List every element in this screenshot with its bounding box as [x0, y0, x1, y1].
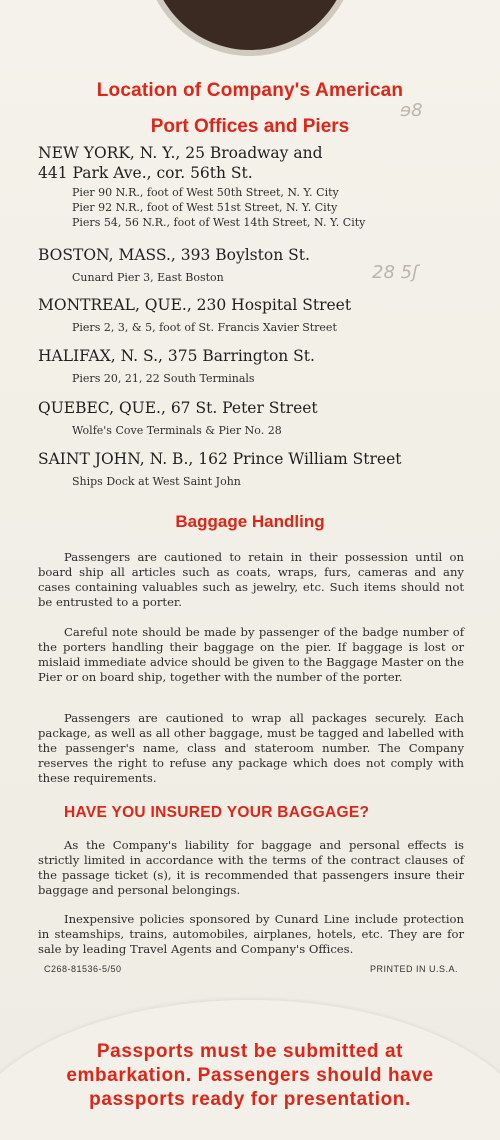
office-montreal: [38, 296, 480, 335]
office-quebec: [38, 399, 480, 438]
passport-notice-line: passports ready for presentation.: [89, 1089, 411, 1110]
office-new-york: [38, 144, 480, 230]
insurance-paragraph: As the Company's liability for baggage and personal effects is strictly limited in accordance with the terms of the contract clauses of the passage ticket (s), it is recommended that passengers insure their baggage and personal belongings.: [38, 838, 464, 897]
heading-baggage-handling: Baggage Handling: [175, 512, 325, 531]
heading-location: Location of Company's American: [96, 80, 404, 101]
pier-line: Wolfe's Cove Terminals & Pier No. 28: [72, 424, 282, 437]
baggage-paragraph: Passengers are cautioned to wrap all packages securely. Each package, as well as all other baggage, must be tagged and labelled with the passenger's name, class and stateroom number. The Company reserves the right to refuse any package which does not comply with these requirements.: [38, 711, 464, 785]
form-code: C268-81536-5/50: [44, 964, 122, 974]
heading-insurance: HAVE YOU INSURED YOUR BAGGAGE?: [64, 804, 370, 821]
office-city: HALIFAX, N. S., 375 Barrington St.: [38, 347, 315, 365]
passport-notice-line: Passports must be submitted at: [96, 1041, 404, 1062]
office-city: MONTREAL, QUE., 230 Hospital Street: [38, 296, 352, 314]
office-halifax: [38, 347, 480, 386]
office-city: BOSTON, MASS., 393 Boylston St.: [38, 246, 310, 264]
baggage-paragraph: Careful note should be made by passenger of the badge number of the porters handling their baggage on the pier. If baggage is lost or mislaid immediate advice should be given to the Baggage Master on the Pier or on board ship, together with the number of the porter.: [38, 625, 464, 684]
pier-line: Piers 54, 56 N.R., foot of West 14th Street, N. Y. City: [72, 216, 366, 229]
office-city: SAINT JOHN, N. B., 162 Prince William Street: [38, 450, 402, 468]
printed-in-usa: PRINTED IN U.S.A.: [369, 964, 458, 974]
office-saint-john: [38, 450, 480, 489]
pier-line: Piers 20, 21, 22 South Terminals: [72, 372, 255, 385]
office-city: NEW YORK, N. Y., 25 Broadway and: [38, 144, 323, 162]
office-boston: [38, 246, 480, 285]
office-city: QUEBEC, QUE., 67 St. Peter Street: [38, 399, 318, 417]
pencil-mark: ɘ8: [400, 100, 423, 121]
passport-notice: [0, 1040, 500, 1112]
baggage-paragraph: Passengers are cautioned to retain in their possession until on board ship all articles such as coats, wraps, furs, cameras and any cases containing valuables such as jewelry, etc. Such items should not be entrusted to a porter.: [38, 550, 464, 609]
pencil-mark: 28 5ʃ: [372, 262, 419, 283]
pier-line: Pier 90 N.R., foot of West 50th Street, N. Y. City: [72, 186, 339, 199]
heading-port-offices: Port Offices and Piers: [150, 116, 350, 137]
pier-line: Piers 2, 3, & 5, foot of St. Francis Xavier Street: [72, 321, 337, 334]
pier-line: Pier 92 N.R., foot of West 51st Street, N. Y. City: [72, 201, 338, 214]
office-city-line2: 441 Park Ave., cor. 56th St.: [38, 164, 253, 182]
insurance-paragraph: Inexpensive policies sponsored by Cunard Line include protection in steamships, trains, automobiles, airplanes, hotels, etc. They are for sale by leading Travel Agents and Company's Offices.: [38, 912, 464, 956]
passport-notice-line: embarkation. Passengers should have: [66, 1065, 434, 1086]
pier-line: Cunard Pier 3, East Boston: [72, 271, 224, 284]
pier-line: Ships Dock at West Saint John: [72, 475, 241, 488]
